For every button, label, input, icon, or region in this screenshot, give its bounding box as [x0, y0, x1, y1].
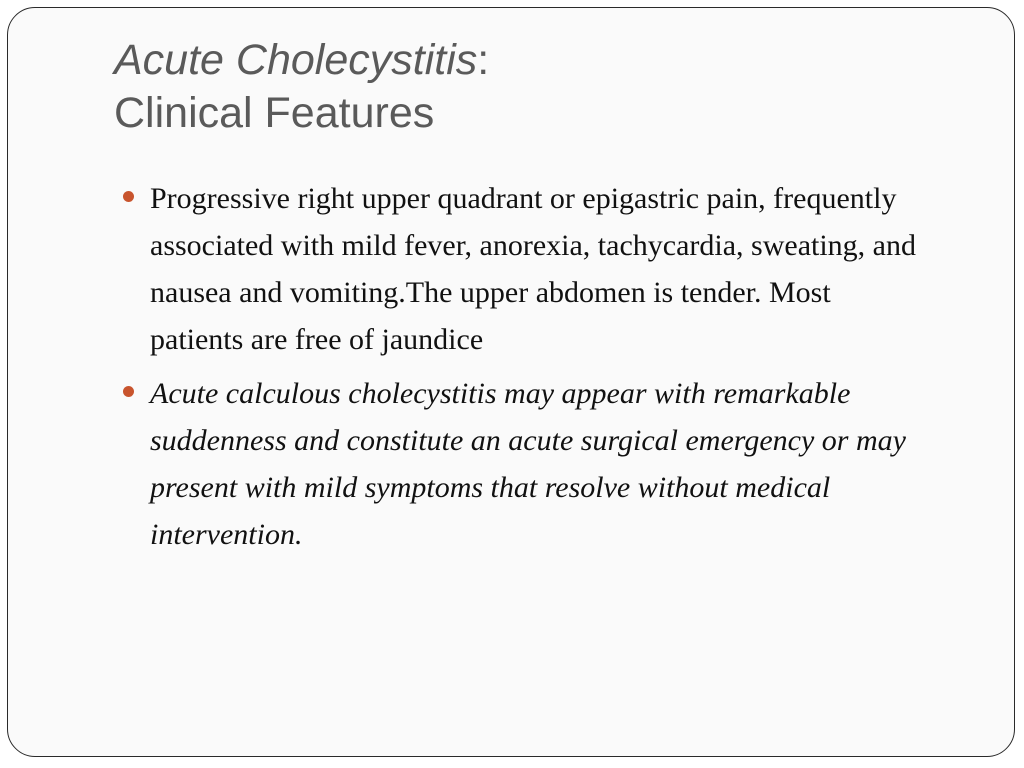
bullet-item-clinical-presentation: [122, 175, 922, 363]
bullet-list: [122, 175, 922, 558]
title-emphasis: Acute Cholecystitis: [114, 36, 478, 84]
bullet-dot-icon: [123, 386, 134, 397]
bullet-dot-icon: [123, 191, 134, 202]
slide-title: [114, 34, 914, 140]
slide-frame: [7, 7, 1015, 757]
title-line-1: [114, 34, 914, 87]
title-line-2: Clinical Features: [114, 89, 435, 137]
title-colon: :: [477, 36, 490, 84]
bullet-text: Acute calculous cholecystitis may appear with remarkable suddenness and constitute an acute surgical emergency or may present with mild symptoms that resolve without medical intervention.: [150, 377, 906, 551]
bullet-item-calculous-cholecystitis: [122, 370, 922, 558]
bullet-text: Progressive right upper quadrant or epigastric pain, frequently associated with mild fever, anorexia, tachycardia, sweating, and nausea and vomiting.The upper abdomen is tender. Most patients are free of jaundice: [150, 182, 916, 356]
